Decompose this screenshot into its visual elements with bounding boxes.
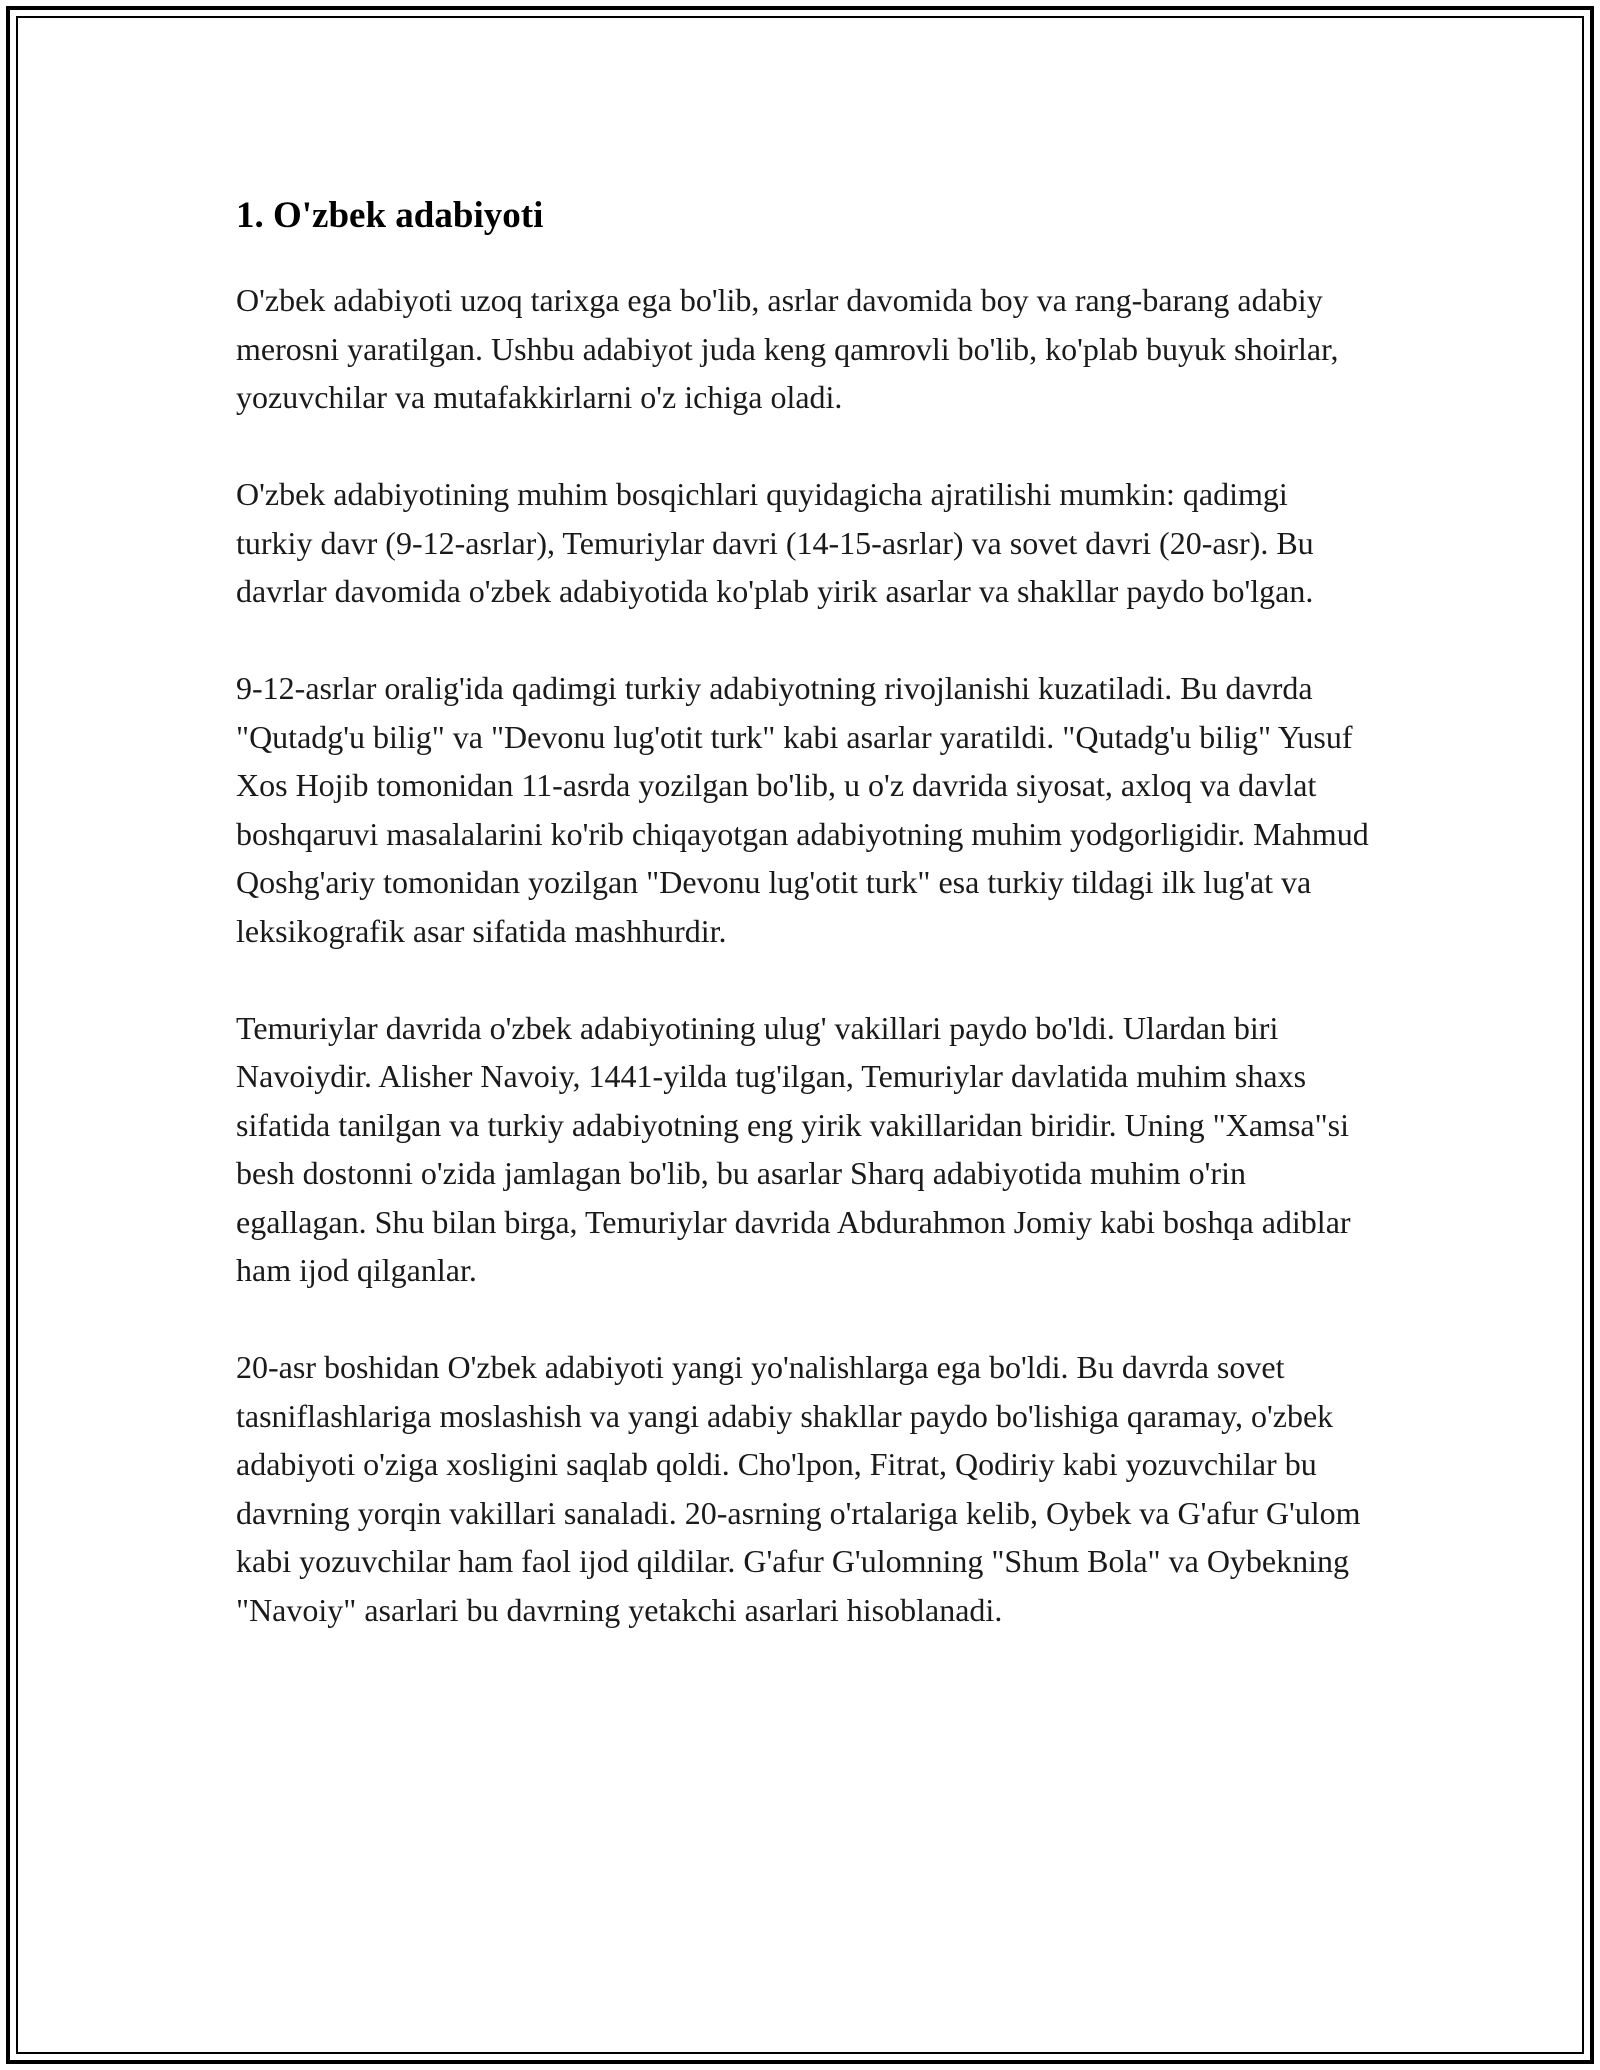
paragraph-periods: O'zbek adabiyotining muhim bosqichlari quyidagicha ajratilishi mumkin: qadimgi turkiy davr (9-12-asrlar), Temuriylar davri (14-15-asrlar) va sovet davri (20-asr). Bu davrlar davomida o'zbek adabiyotida ko'plab yirik asarlar va shakllar paydo bo'lgan. — [236, 476, 1314, 609]
paragraph-timurid: Temuriylar davrida o'zbek adabiyotining ulug' vakillari paydo bo'ldi. Ulardan biri Navoiydir. Alisher Navoiy, 1441-yilda tug'ilgan, Temuriylar davlatida muhim shaxs sifatida tanilgan va turkiy adabiyotning eng yirik vakillaridan biridir. Uning "Xamsa"si besh dostonni o'zida jamlagan bo'lib, bu asarlar Sharq adabiyotida muhim o'rin egallagan. Shu bilan birga, Temuriylar davrida Abdurahmon Jomiy kabi boshqa adiblar ham ijod qilganlar. — [236, 1009, 1351, 1288]
paragraph-20th-century: 20-asr boshidan O'zbek adabiyoti yangi yo'nalishlarga ega bo'ldi. Bu davrda sovet tasniflashlariga moslashish va yangi adabiy shakllar paydo bo'lishiga qaramay, o'zbek adabiyoti o'ziga xosligini saqlab qoldi. Cho'lpon, Fitrat, Qodiriy kabi yozuvchilar bu davrning yorqin vakillari sanaladi. 20-asrning o'rtalariga kelib, Oybek va G'afur G'ulom kabi yozuvchilar ham faol ijod qildilar. G'afur G'ulomning "Shum Bola" va Oybekning "Navoiy" asarlari bu davrning yetakchi asarlari hisoblanadi. — [236, 1349, 1361, 1628]
paragraph-ancient-turkic: 9-12-asrlar oralig'ida qadimgi turkiy adabiyotning rivojlanishi kuzatiladi. Bu davrda "Qutadg'u bilig" va "Devonu lug'otit turk" kabi asarlar yaratildi. "Qutadg'u bilig" Yusuf Xos Hojib tomonidan 11-asrda yozilgan bo'lib, u o'z davrida siyosat, axloq va davlat boshqaruvi masalalarini ko'rib chiqayotgan adabiyotning muhim yodgorligidir. Mahmud Qoshg'ariy tomonidan yozilgan "Devonu lug'otit turk" esa turkiy tildagi ilk lug'at va leksikografik asar sifatida mashhurdir. — [236, 670, 1369, 949]
section-heading: 1. O'zbek adabiyoti — [236, 195, 544, 236]
document-body — [236, 190, 1372, 1683]
paragraph-intro: O'zbek adabiyoti uzoq tarixga ega bo'lib, asrlar davomida boy va rang-barang adabiy merosni yaratilgan. Ushbu adabiyot juda keng qamrovli bo'lib, ko'plab buyuk shoirlar, yozuvchilar va mutafakkirlarni o'z ichiga oladi. — [236, 282, 1339, 415]
